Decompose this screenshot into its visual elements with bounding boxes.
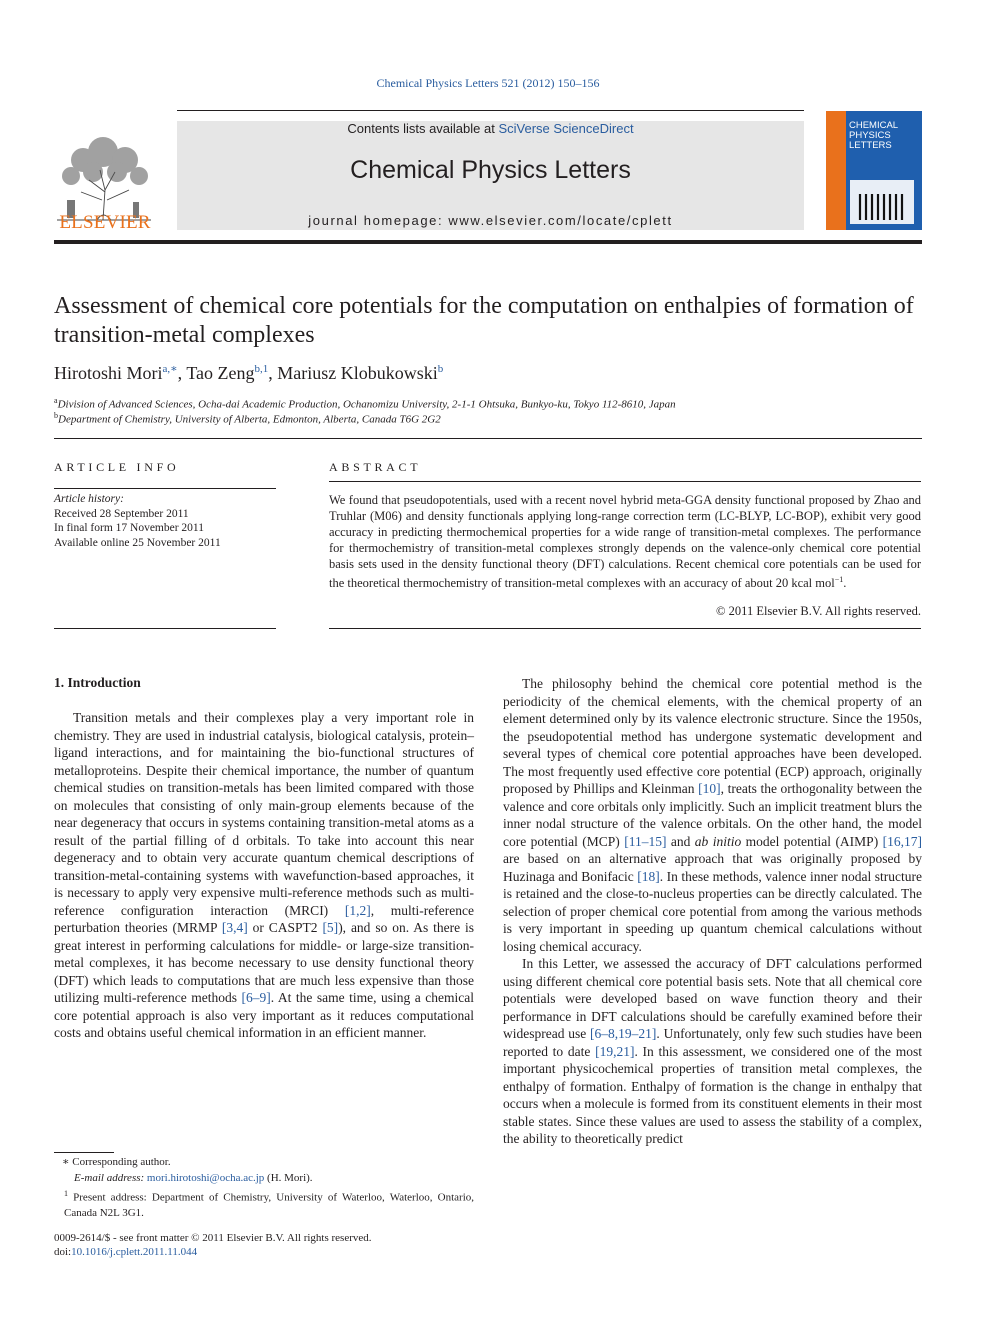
text-run: are based on an alternative approach that was originally proposed by Huzinaga and Bonifacic [503, 851, 922, 884]
affiliation [54, 396, 922, 411]
history-received: Received 28 September 2011 [54, 507, 189, 520]
affiliation [54, 411, 922, 426]
copyright-notice: © 2011 Elsevier B.V. All rights reserved. [716, 604, 921, 618]
sciencedirect-link[interactable]: SciVerse ScienceDirect [498, 121, 634, 136]
reference-link[interactable]: [18] [637, 868, 660, 884]
reference-link[interactable]: [5] [322, 920, 339, 935]
author-separator: , [268, 363, 278, 383]
footnote-text: (H. Mori). [264, 1171, 313, 1184]
reference-link[interactable]: [11–15] [624, 833, 667, 849]
abstract-rule [329, 481, 921, 482]
doi-line [54, 1245, 554, 1259]
author-affiliation-mark[interactable]: a,∗ [162, 363, 178, 375]
text-run: . At the same time, using a chemical core potential approach is also very important as it reduces computational costs and obtains useful chemical information in an efficient manner. [54, 990, 474, 1040]
footnote-mark: ∗ [62, 1156, 70, 1168]
journal-citation[interactable]: Chemical Physics Letters 521 (2012) 150–156 [376, 76, 600, 90]
affiliation-mark: b [54, 411, 58, 420]
reference-link[interactable]: [6–9] [241, 990, 271, 1005]
reference-link[interactable]: [16,17] [882, 833, 922, 849]
email-label: E-mail address: [74, 1171, 147, 1184]
cover-title-line: PHYSICS [849, 130, 891, 141]
paragraph [503, 955, 922, 1148]
text-run: In this Letter, we assessed the accuracy of DFT calculations performed using different chemical core potential basis sets. Note that all chemical core potentials were developed based on wave function theory and their performance in DFT calculations should be carefully examined before their widespread use [503, 956, 922, 1041]
text-run: and [666, 833, 695, 849]
footnote-corresponding [54, 1155, 474, 1171]
text-run: . Unfortunately, only few such studies have been reported to date [503, 1026, 922, 1059]
contents-prefix: Contents lists available at [347, 121, 499, 136]
affiliation-mark: a [54, 396, 58, 405]
journal-homepage[interactable]: journal homepage: www.elsevier.com/locate/cplett [308, 213, 673, 228]
doi-link[interactable]: 10.1016/j.cplett.2011.11.044 [71, 1246, 198, 1258]
history-heading: Article history: [54, 493, 124, 505]
body-column-left [54, 709, 474, 1042]
elsevier-wordmark: ELSEVIER [59, 212, 151, 233]
issn-line: 0009-2614/$ - see front matter © 2011 Elsevier B.V. All rights reserved. [54, 1232, 372, 1244]
history-online: Available online 25 November 2011 [54, 536, 221, 549]
article-title: Assessment of chemical core potentials for the computation on enthalpies of formation of transition-metal complexes [54, 293, 914, 348]
author-name: Mariusz Klobukowski [277, 363, 438, 383]
affiliation-text: Department of Chemistry, University of Alberta, Edmonton, Alberta, Canada T6G 2G2 [58, 413, 441, 426]
author-affiliation-mark[interactable]: b [437, 363, 444, 375]
text-run: model potential (AIMP) [741, 833, 883, 849]
author-affiliation-mark[interactable]: b,1 [254, 363, 269, 375]
cover-title [849, 121, 919, 151]
bottom-info [54, 1231, 554, 1259]
reference-link[interactable]: [3,4] [221, 920, 248, 935]
author-separator: , [177, 363, 187, 383]
footnote-rule [54, 1152, 114, 1153]
author-name: Hirotoshi Mori [54, 363, 163, 383]
abstract-label: ABSTRACT [329, 460, 422, 474]
article-info-bottom-rule [54, 628, 276, 629]
body-column-right [503, 675, 922, 1148]
header-top-rule [177, 110, 804, 111]
abstract-text [329, 492, 921, 591]
text-run: Transition metals and their complexes play a very important role in chemistry. They are used in industrial catalysis, biological catalysis, protein–ligand interactions, and for maintaining the bio-functional structures of metalloproteins. Despite their chemical importance, the number of quantum chemical studies on transition-metals has been limited compared with those on molecules that consisting of only main-group elements because of the near degeneracy that occurs in systems containing transition-metal atoms as a result of the partial filling of d orbitals. To take into account this near degeneracy and to obtain very accurate quantum chemical descriptions of transition-metal-containing systems with wavefunction-based approaches, it is necessary to apply very expensive multi-reference methods such as multi-reference configuration interaction (MRCI) [54, 710, 474, 918]
doi-prefix: doi: [54, 1246, 72, 1258]
abstract-end: . [843, 576, 847, 591]
footnote-mark: 1 [64, 1189, 68, 1198]
history-final-form: In final form 17 November 2011 [54, 522, 204, 534]
abstract-unit-exponent: −1 [834, 575, 844, 584]
author-name: Tao Zeng [186, 363, 255, 383]
paragraph [503, 675, 922, 955]
italic-text: ab initio [694, 833, 742, 849]
section-heading: 1. Introduction [54, 675, 141, 690]
article-info-rule [54, 488, 276, 489]
contents-line [177, 121, 804, 136]
footnotes [54, 1155, 474, 1222]
reference-link[interactable]: [10] [698, 781, 721, 796]
footnote-text: Present address: Department of Chemistry, University of Waterloo, Waterloo, Ontario, Canada N2L 3G1. [64, 1191, 474, 1220]
reference-link[interactable]: [6–8,19–21] [590, 1026, 657, 1041]
text-run: ), and so on. As there is great interest in performing calculations for middle- or large-size transition-metal complexes, it has become necessary to use density functional theory (DFT) which leads to computations that are much less expensive than those utilizing multi-reference methods [54, 920, 474, 1005]
text-run: . In this assessment, we considered one of the most important physicochemical properties of transition metal complexes, the enthalpy of formation. Enthalpy of formation is the change in enthalpy that occurs when a molecule is formed from its constituent elements in their most stable states. Since these values are used to assess the stability of a complex, the ability to theoretically predict [503, 1043, 922, 1146]
abstract-body: We found that pseudopotentials, used with a recent novel hybrid meta-GGA density functional proposed by Zhao and Truhlar (M06) and density functionals applying long-range correction term (LC-BLYP, LC-BOP), exhibit very good accuracy in predicting thermochemical properties for a wide range of transition-metal complexes. The performance for thermochemistry of transition-metal complexes strongly depends on the valence-only chemical core potential basis sets used in the density functional theory (DFT) calculations. Recent chemical core potentials can be used for the theoretical thermochemistry of transition-metal complexes with an accuracy of about 20 kcal mol [329, 493, 921, 591]
abstract-bottom-rule [329, 628, 921, 629]
email-link[interactable]: mori.hirotoshi@ocha.ac.jp [146, 1171, 265, 1184]
section-divider [54, 438, 922, 439]
cover-title-line: CHEMICAL [849, 120, 899, 131]
text-run: The philosophy behind the chemical core potential method is the periodicity of the chemical elements, with the chemical property of an element determined only by its valence electronic structure. Since the 1950s, the pseudopotential method has undergone systematic development and several types of chemical core potential approaches have been developed. The most frequently used effective core potential (ECP) approach, originally proposed by Phillips and Kleinman [503, 676, 922, 796]
header-bottom-rule [54, 240, 922, 244]
paragraph [54, 709, 474, 1042]
cover-title-line: LETTERS [849, 140, 892, 151]
article-info-label: ARTICLE INFO [54, 460, 180, 474]
cover-left-strip [826, 111, 846, 230]
footnote-present-address [54, 1186, 474, 1222]
author-list [54, 362, 922, 384]
journal-title: Chemical Physics Letters [350, 156, 631, 184]
text-run: . In these methods, valence inner nodal structure is retained and the close-to-nucleus properties can be directly calculated. The selection of proper chemical core potential from among the various methods is very important in speeding up quantum chemical calculations without losing chemical accuracy. [503, 868, 922, 954]
affiliation-text: Division of Advanced Sciences, Ocha-dai Academic Production, Ochanomizu University, 2-1-1 Ohtsuka, Bunkyo-ku, Tokyo 112-8610, Japan [57, 398, 676, 411]
footnote-email [54, 1171, 474, 1187]
text-run: , multi-reference perturbation theories (MRMP [54, 902, 474, 935]
reference-link[interactable]: [1,2] [344, 902, 371, 918]
reference-link[interactable]: [19,21] [595, 1043, 635, 1059]
article-history [54, 492, 276, 550]
text-run: , treats the orthogonality between the valence and core orbitals only implicitly. Such an implicit treatment blurs the inner nodal structure of the valence orbitals. On the other hand, the model core potential (MCP) [503, 781, 923, 849]
cover-image-icon [850, 180, 914, 224]
text-run: or CASPT2 [247, 920, 323, 935]
footnote-text: Corresponding author. [72, 1156, 171, 1168]
